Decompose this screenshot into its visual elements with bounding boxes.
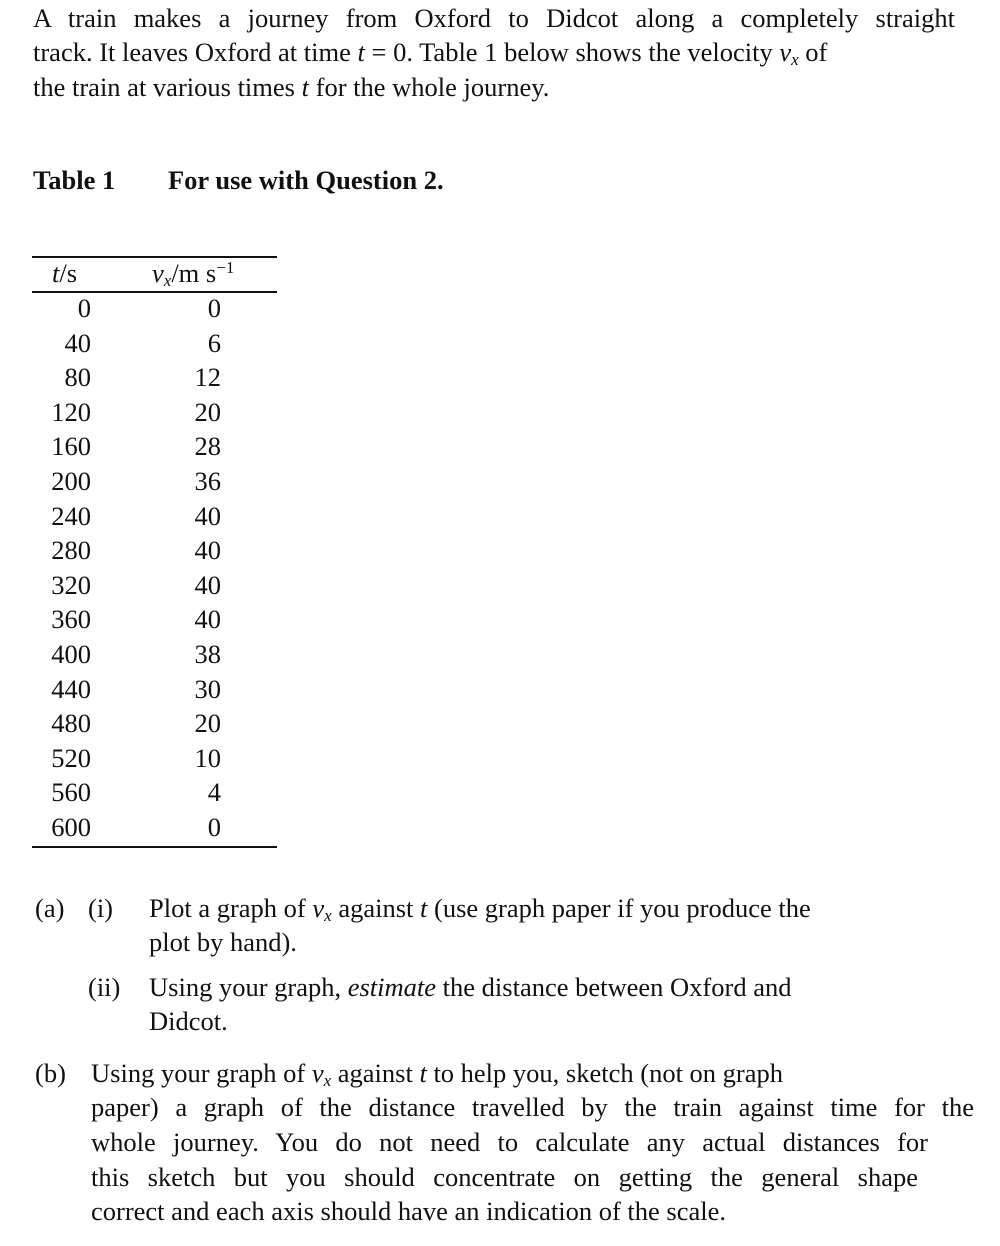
table-cell-vx: 30 xyxy=(194,673,221,704)
table-cell-t: 80 xyxy=(64,362,91,393)
table-cell-vx: 10 xyxy=(194,742,221,773)
part-b-line-1 xyxy=(91,1056,783,1090)
part-ai-line-1 xyxy=(149,891,935,925)
table-cell-vx: 6 xyxy=(207,327,221,358)
math-sub-x: x xyxy=(323,1071,332,1090)
header-t xyxy=(52,256,77,290)
math-t: t xyxy=(357,37,365,67)
unit: /s xyxy=(59,258,78,288)
math-sub-x: x xyxy=(163,271,172,290)
part-b-line-4: this sketch but you should concentrate on getting the general shape xyxy=(91,1162,918,1192)
text: Using your graph of xyxy=(91,1058,312,1088)
table-cell-vx: 12 xyxy=(194,362,221,393)
text: against xyxy=(331,1058,420,1088)
text: Using your graph, xyxy=(149,972,348,1002)
math-v: v xyxy=(312,893,325,923)
table-cell-vx: 38 xyxy=(194,639,221,669)
text: track. It leaves Oxford at time xyxy=(33,37,358,67)
table-cell-vx: 40 xyxy=(194,604,221,635)
table-cell-t: 400 xyxy=(51,639,91,669)
table-cell-t: 360 xyxy=(51,604,91,635)
part-ai-line-2: plot by hand). xyxy=(149,927,297,957)
text: = 0. Table 1 below shows the velocity xyxy=(364,37,780,67)
math-t: t xyxy=(301,72,309,102)
table-cell-t: 200 xyxy=(51,466,91,496)
part-ai-label: (i) xyxy=(88,893,114,923)
table-cell-t: 520 xyxy=(51,742,91,773)
table-cell-vx: 0 xyxy=(207,812,221,842)
math-sub-x: x xyxy=(791,50,799,69)
math-v: v xyxy=(152,258,164,288)
table-cell-t: 240 xyxy=(51,500,91,531)
table-cell-vx: 40 xyxy=(194,569,221,600)
part-aii-line-1 xyxy=(149,970,791,1004)
table-bottom-rule xyxy=(32,846,277,848)
table-cell-t: 120 xyxy=(51,396,91,427)
text: the train at various times xyxy=(33,72,302,102)
math-v: v xyxy=(779,37,792,67)
text: Plot a graph of xyxy=(149,893,313,923)
table-cell-t: 600 xyxy=(51,812,91,842)
exponent: −1 xyxy=(216,258,235,277)
table-cell-vx: 4 xyxy=(207,777,221,808)
table-cell-t: 40 xyxy=(64,327,91,358)
table-caption: For use with Question 2. xyxy=(168,165,444,195)
table-cell-vx: 0 xyxy=(207,293,221,323)
part-b-line-2: paper) a graph of the distance travelled by the train against time for the xyxy=(91,1092,974,1122)
math-t: t xyxy=(420,893,428,923)
part-aii-line-2: Didcot. xyxy=(149,1006,228,1036)
part-b-line-5: correct and each axis should have an indication of the scale. xyxy=(91,1196,727,1226)
unit: /m s xyxy=(171,258,217,288)
table-cell-vx: 20 xyxy=(194,708,221,739)
table-cell-t: 560 xyxy=(51,777,91,808)
emphasis: estimate xyxy=(347,972,437,1002)
table-cell-vx: 40 xyxy=(194,500,221,531)
part-b-line-3: whole journey. You do not need to calculate any actual distances for xyxy=(91,1127,928,1157)
table-cell-t: 160 xyxy=(51,431,91,462)
text: to help you, sketch (not on graph xyxy=(426,1058,784,1088)
intro-line-1: A train makes a journey from Oxford to Didcot along a completely straight xyxy=(33,3,955,33)
header-vx xyxy=(152,256,234,290)
table-cell-vx: 28 xyxy=(194,431,221,462)
part-aii-label: (ii) xyxy=(88,972,121,1002)
intro-line-3 xyxy=(33,70,549,104)
table-cell-t: 0 xyxy=(77,293,91,323)
math-v: v xyxy=(311,1058,324,1088)
table-cell-t: 280 xyxy=(51,535,91,566)
text: for the whole journey. xyxy=(309,72,550,102)
table-label: Table 1 xyxy=(33,165,116,195)
text: of xyxy=(798,37,828,67)
table-cell-vx: 36 xyxy=(194,466,221,496)
table-cell-vx: 40 xyxy=(194,535,221,566)
text: against xyxy=(331,893,421,923)
math-t: t xyxy=(52,258,60,288)
table-cell-t: 480 xyxy=(51,708,91,739)
math-t: t xyxy=(419,1058,427,1088)
table-cell-t: 440 xyxy=(51,673,91,704)
table-cell-vx: 20 xyxy=(194,396,221,427)
text: the distance between Oxford and xyxy=(436,972,792,1002)
table-cell-t: 320 xyxy=(51,569,91,600)
part-a-label: (a) xyxy=(35,893,65,923)
part-b-label: (b) xyxy=(35,1058,66,1088)
math-sub-x: x xyxy=(324,906,332,925)
intro-line-2 xyxy=(33,35,968,69)
text: (use graph paper if you produce the xyxy=(427,893,811,923)
